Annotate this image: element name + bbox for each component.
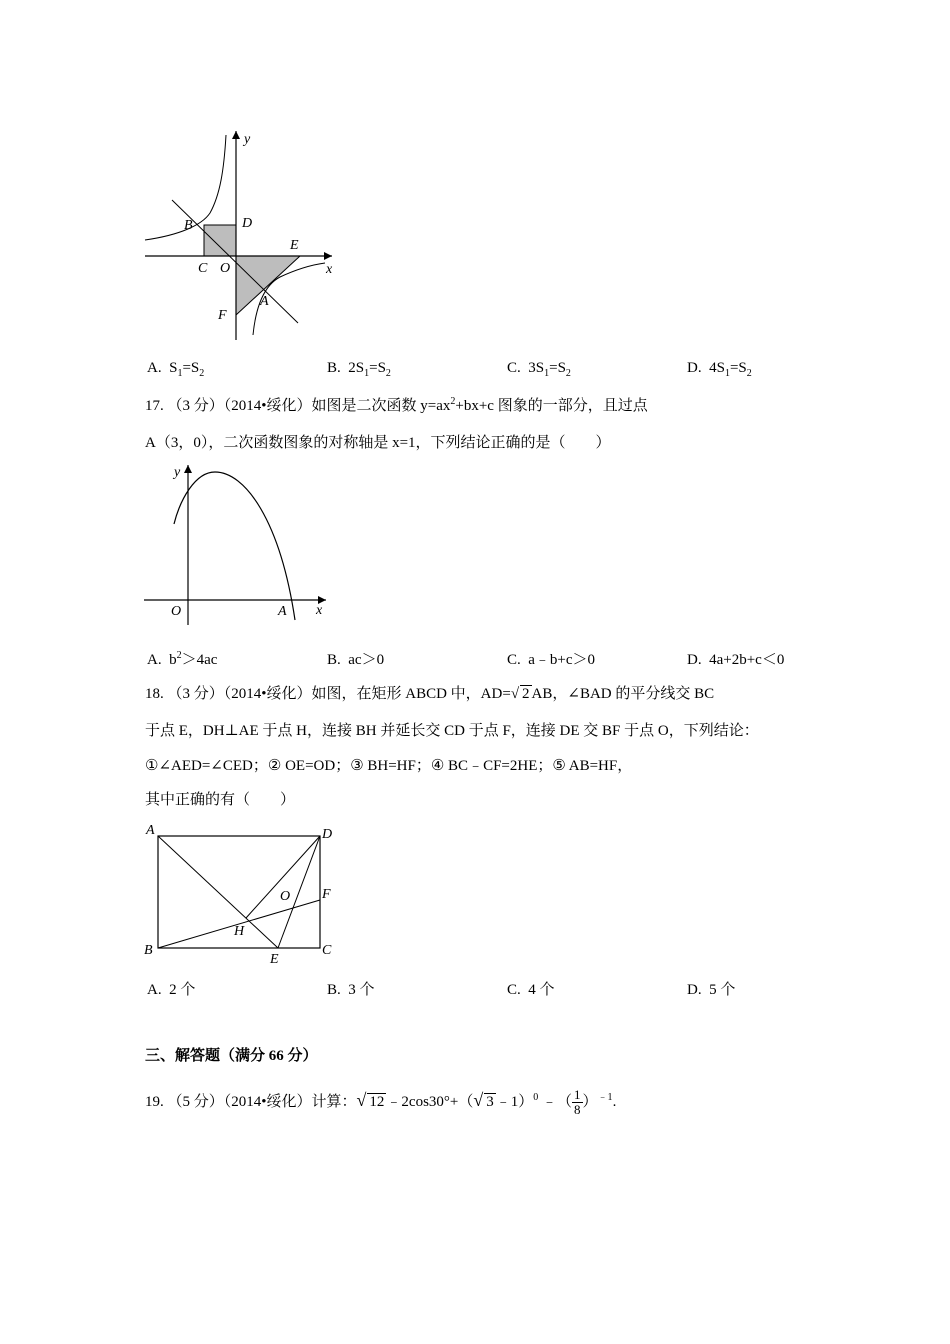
fraction: $\frac{1}{8}$: [574, 1087, 581, 1118]
q17-option-b[interactable]: B. ac＞0: [327, 652, 385, 668]
q18-stem-line1: 18. （3 分）（2014•绥化）如图，在矩形 ABCD 中，AD=√ 2 AB，∠BAD 的平分线交 BC: [145, 686, 715, 702]
q16-label-a: A: [260, 294, 269, 309]
q16-option-c[interactable]: C. $3S_1=S_2$: [507, 360, 571, 379]
q16-y-arrow: [232, 131, 240, 139]
q16-label-x: x: [326, 262, 333, 277]
q17-option-d[interactable]: D. 4a+2b+c＜0: [687, 652, 785, 668]
q17-y-arrow: [184, 465, 192, 473]
q17-option-a[interactable]: A. $b^2>4ac$: [147, 650, 218, 668]
q17-option-c[interactable]: C. a﹣b+c＞0: [507, 652, 596, 668]
q16-figure: [140, 125, 340, 345]
sqrt-icon: √: [510, 686, 520, 702]
sqrt-icon: √: [473, 1090, 484, 1110]
q17-label-o: O: [171, 604, 182, 619]
q16-label-d: D: [242, 216, 253, 231]
q16-label-c: C: [198, 261, 208, 276]
q16-x-arrow: [324, 252, 332, 260]
q18-figure: [140, 818, 340, 968]
q16-label-e: E: [290, 238, 299, 253]
q16-label-o: O: [220, 261, 231, 276]
q18-segment-dh: [246, 836, 320, 918]
q18-label-a: A: [146, 823, 155, 838]
q17-label-a: A: [278, 604, 287, 619]
q18-option-d[interactable]: D. 5 个: [687, 982, 736, 998]
q18-label-f: F: [322, 887, 331, 902]
q18-stem-line2: 于点 E，DH⊥AE 于点 H，连接 BH 并延长交 CD 于点 F，连接 DE 交 BF 于点 O，下列结论：: [145, 723, 759, 739]
section-3-title: 三、解答题（满分 66 分）: [145, 1048, 318, 1064]
q16-label-f: F: [218, 308, 227, 323]
q16-label-y: y: [244, 132, 251, 147]
q18-label-d: D: [322, 827, 333, 842]
q18-label-c: C: [322, 943, 332, 958]
q18-stem-line3: ①∠AED=∠CED；② OE=OD；③ BH=HF；④ BC﹣CF=2HE；⑤ AB=HF，: [145, 758, 633, 774]
q18-label-o: O: [280, 889, 291, 904]
q18-label-b: B: [144, 943, 153, 958]
q18-option-c[interactable]: C. 4 个: [507, 982, 555, 998]
q16-shaded-rect: [204, 225, 236, 256]
q17-stem-line1: 17. （3 分）（2014•绥化）如图是二次函数 $y=ax^2+bx+c$ 图象的一部分，且过点: [145, 396, 648, 414]
q17-parabola: [174, 472, 295, 620]
q18-segment-ae: [158, 836, 278, 948]
q16-label-b: B: [184, 218, 193, 233]
q18-stem-line4: 其中正确的有（ ）: [145, 792, 296, 808]
q17-stem-line2: A（3，0），二次函数图象的对称轴是 x=1，下列结论正确的是（ ）: [145, 435, 611, 451]
q18-option-a[interactable]: A. 2 个: [147, 982, 196, 998]
q18-label-h: H: [234, 924, 245, 939]
q18-label-e: E: [270, 952, 279, 967]
q17-figure: [140, 460, 335, 625]
q17-label-x: x: [316, 603, 323, 618]
q19-stem: 19. （5 分）（2014•绥化）计算：√ 12 ﹣2cos30°+（√ 3 ﹣1）$^0$ ﹣（ $\frac{1}{8}$ ）$^{﹣1}$.: [145, 1087, 617, 1118]
sqrt-icon: √: [356, 1090, 367, 1110]
q16-option-d[interactable]: D. $4S_1=S_2$: [687, 360, 752, 379]
q17-label-y: y: [174, 465, 181, 480]
q18-option-b[interactable]: B. 3 个: [327, 982, 375, 998]
q16-option-b[interactable]: B. $2S_1=S_2$: [327, 360, 391, 379]
q16-option-a[interactable]: A. $S_1=S_2$: [147, 360, 205, 379]
